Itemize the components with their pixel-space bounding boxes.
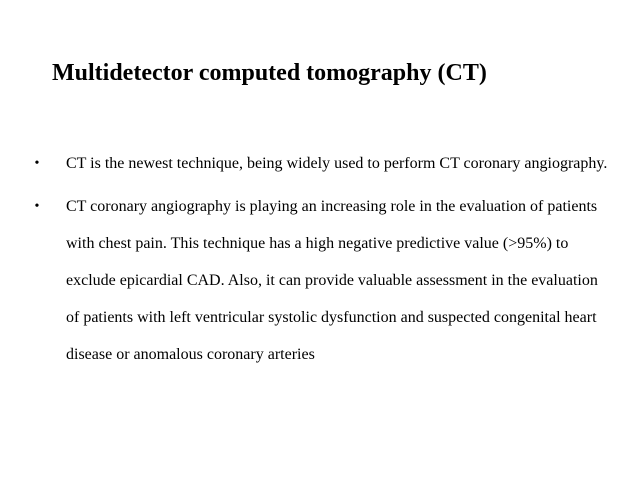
bullet-item-1 xyxy=(30,145,610,182)
bullet-list xyxy=(30,145,610,379)
bullet-text: CT is the newest technique, being widely used to perform CT coronary angiography. xyxy=(66,155,608,172)
bullet-icon: • xyxy=(34,156,40,171)
bullet-icon: • xyxy=(34,199,40,214)
bullet-item-2 xyxy=(30,188,610,373)
slide-title: Multidetector computed tomography (CT) xyxy=(52,60,487,86)
bullet-text: CT coronary angiography is playing an increasing role in the evaluation of patients with chest pain. This technique has a high negative predictive value (>95%) to exclude epicardial CAD. Also, it can provide valuable assessment in the evaluation of patients with left ventricular systolic dysfunction and suspected congenital heart disease or anomalous coronary arteries xyxy=(66,198,598,363)
